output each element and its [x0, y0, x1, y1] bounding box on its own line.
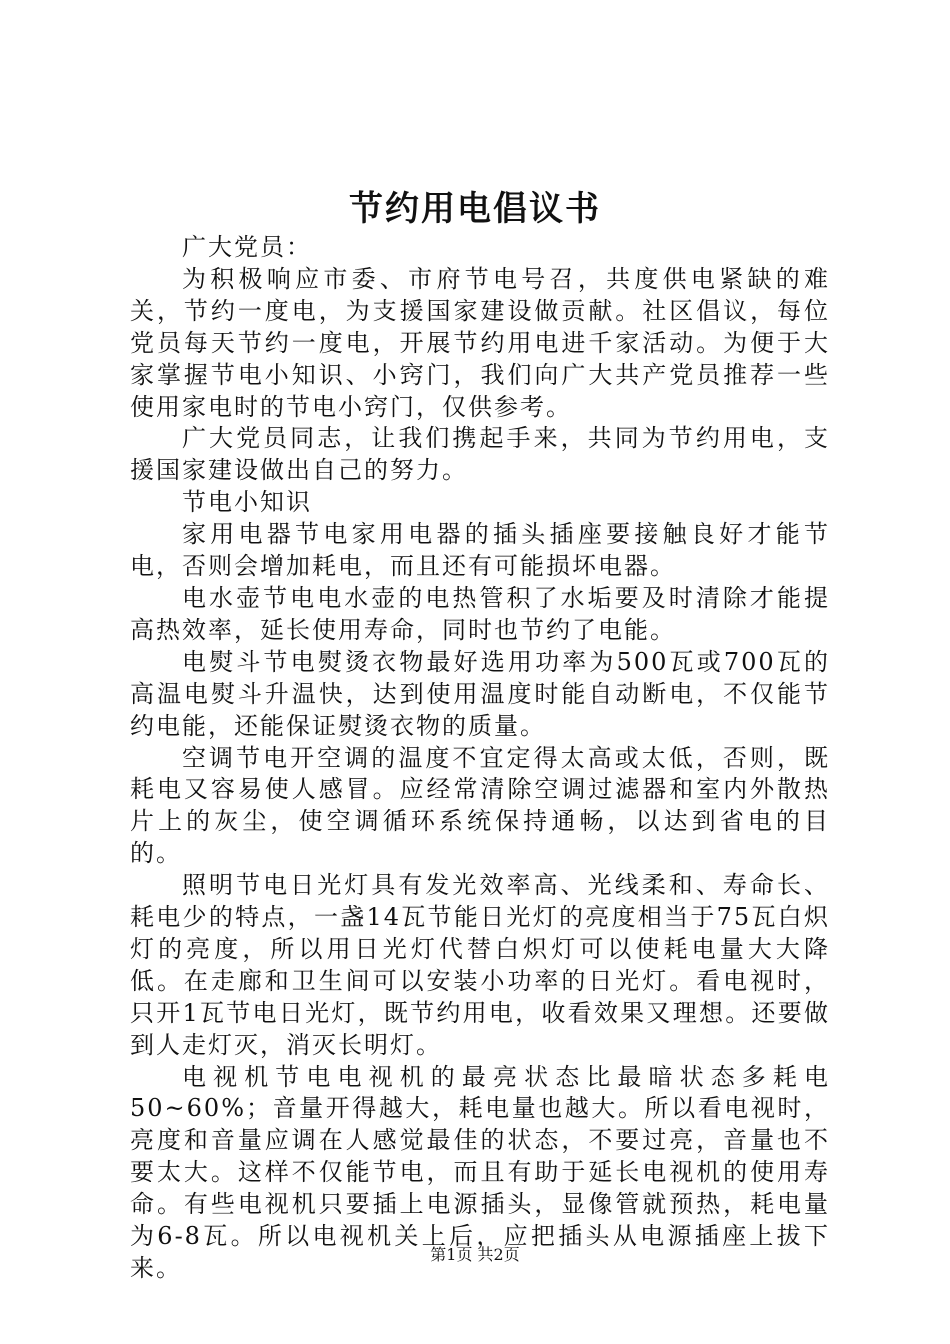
- document-body: [130, 232, 830, 1285]
- body-paragraph: 家用电器节电家用电器的插头插座要接触良好才能节电，否则会增加耗电，而且还有可能损坏电器。: [130, 520, 830, 581]
- body-paragraph: 空调节电开空调的温度不宜定得太高或太低，否则，既耗电又容易使人感冒。应经常清除空调过滤器和室内外散热片上的灰尘，使空调循环系统保持通畅，以达到省电的目的。: [130, 743, 830, 868]
- body-paragraph: 电水壶节电电水壶的电热管积了水垢要及时清除才能提高热效率，延长使用寿命，同时也节约了电能。: [130, 583, 830, 644]
- body-paragraph: 广大党员同志，让我们携起手来，共同为节约用电，支援国家建设做出自己的努力。: [130, 424, 830, 485]
- body-paragraph: 电视机节电电视机的最亮状态比最暗状态多耗电50~60%；音量开得越大，耗电量也越大。所以看电视时，亮度和音量应调在人感觉最佳的状态，不要过亮，音量也不要太大。这样不仅能节电，而且有助于延长电视机的使用寿命。有些电视机只要插上电源插头，显像管就预热，耗电量为6-8瓦。所以电视机关上后，应把插头从电源插座上拔下来。: [130, 1062, 830, 1282]
- body-paragraph: 为积极响应市委、市府节电号召，共度供电紧缺的难关，节约一度电，为支援国家建设做贡献。社区倡议，每位党员每天节约一度电，开展节约用电进千家活动。为便于大家掌握节电小知识、小窍门，我们向广大共产党员推荐一些使用家电时的节电小窍门，仅供参考。: [130, 264, 830, 421]
- page-number: 第1页 共2页: [430, 1245, 520, 1264]
- body-paragraph: 电熨斗节电熨烫衣物最好选用功率为500瓦或700瓦的高温电熨斗升温快，达到使用温度时能自动断电，不仅能节约电能，还能保证熨烫衣物的质量。: [130, 647, 830, 740]
- salutation: 广大党员：: [182, 233, 312, 261]
- section-heading: 节电小知识: [182, 488, 312, 517]
- body-paragraph: 照明节电日光灯具有发光效率高、光线柔和、寿命长、耗电少的特点，一盏14瓦节能日光灯的亮度相当于75瓦白炽灯的亮度，所以用日光灯代替白炽灯可以使耗电量大大降低。在走廊和卫生间可以安装小功率的日光灯。看电视时，只开1瓦节电日光灯，既节约用电，收看效果又理想。还要做到人走灯灭，消灭长明灯。: [130, 871, 830, 1059]
- document-title: 节约用电倡议书: [349, 189, 601, 229]
